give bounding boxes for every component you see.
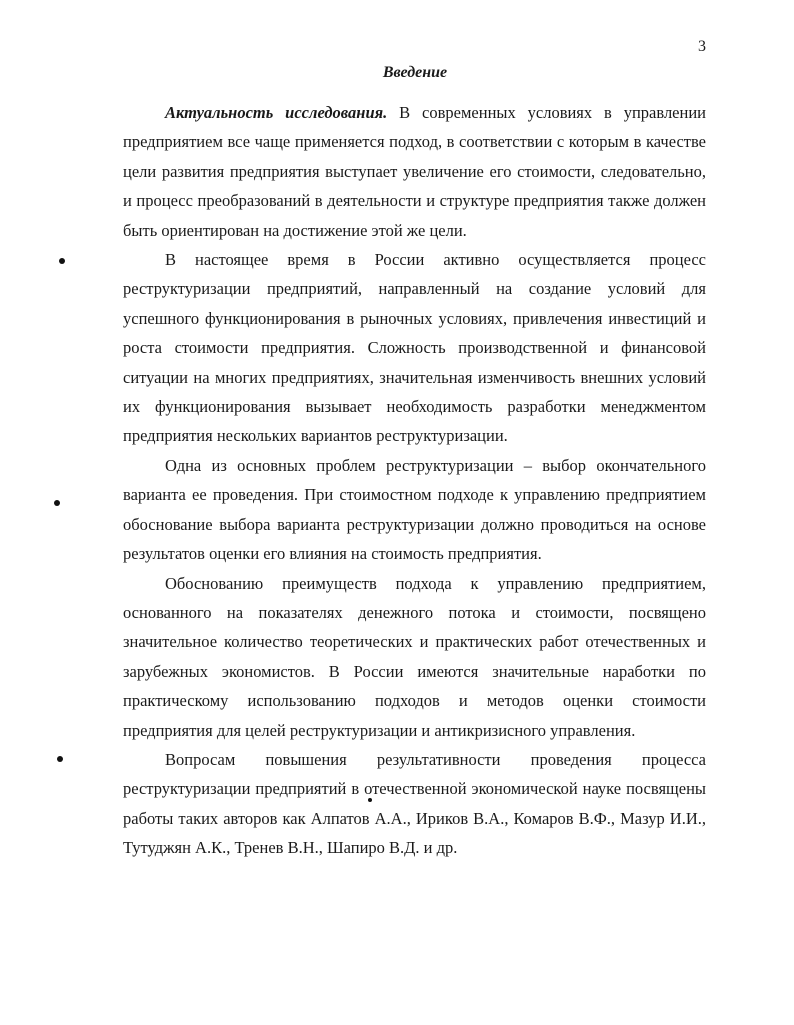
paragraph-2: В настоящее время в России активно осуществляется процесс реструктуризации предприятий, направленный на создание условий для успешного функционирования в рыночных условиях, привлечения инвестиций и роста стоимости предприятия. Сложность производственной и финансовой ситуации на многих предприятиях, значительная изменчивость внешних условий их функционирования вызывает необходимость разработки менеджментом предприятия нескольких вариантов реструктуризации. [123, 250, 706, 446]
scan-mark [59, 258, 65, 264]
paragraph-1 [123, 98, 706, 245]
paragraph-text: В современных условиях в управлении предприятием все чаще применяется подход, в соответствии с которым в качестве цели развития предприятия выступает увеличение его стоимости, следовательно, и процесс преобразований в деятельности и структуре предприятия также должен быть ориентирован на достижение этой же цели. [123, 103, 706, 240]
scan-mark [368, 798, 372, 802]
paragraph-5: Вопросам повышения результативности проведения процесса реструктуризации предприятий в отечественной экономической науке посвящены работы таких авторов как Алпатов А.А., Ириков В.А., Комаров В.Ф., Мазур И.И., Тутуджян А.К., Тренев В.Н., Шапиро В.Д. и др. [123, 749, 706, 858]
scan-mark [54, 500, 60, 506]
paragraph-lead: Актуальность исследования. [165, 103, 388, 122]
paragraph-4: Обоснованию преимуществ подхода к управлению предприятием, основанного на показателях денежного потока и стоимости, посвящено значительное количество теоретических и практических работ отечественных и зарубежных экономистов. В России имеются значительные наработки по практическому использованию подходов и методов оценки стоимости предприятия для целей реструктуризации и антикризисного управления. [123, 573, 706, 740]
paragraph-3: Одна из основных проблем реструктуризации – выбор окончательного варианта ее проведения. При стоимостном подходе к управлению предприятием обоснование выбора варианта реструктуризации должно проводиться на основе результатов оценки его влияния на стоимость предприятия. [123, 455, 706, 564]
page-number: 3 [698, 38, 706, 55]
body-text [123, 98, 706, 863]
scan-mark [57, 756, 63, 762]
section-heading: Введение [382, 64, 448, 81]
